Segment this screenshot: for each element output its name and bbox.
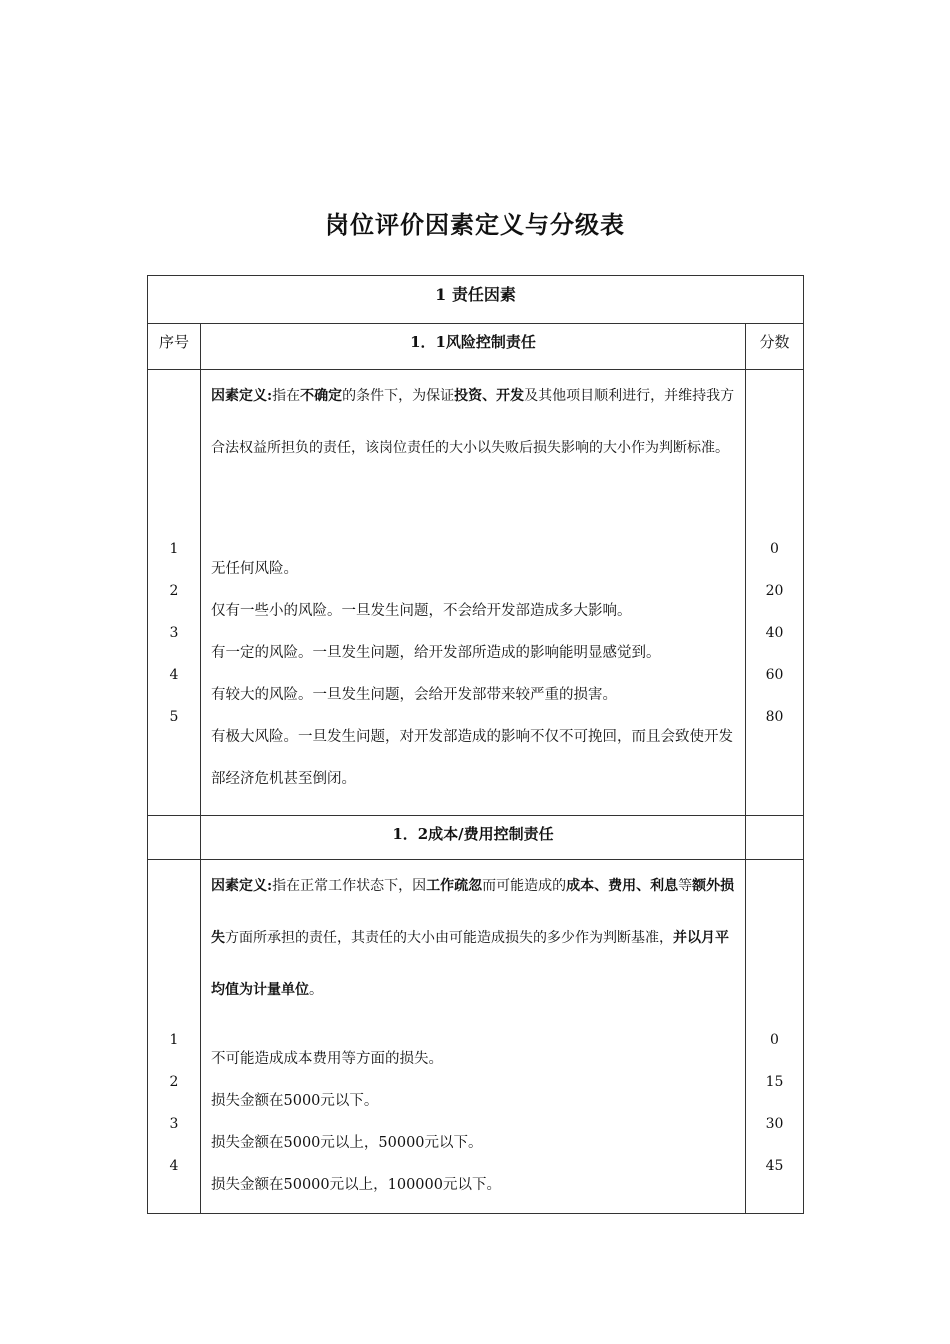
option-list xyxy=(201,1010,745,1206)
option-text: 损失金额在5000元以下。 xyxy=(211,1093,379,1109)
definition-label: 因素定义: xyxy=(211,878,273,894)
factor-header-row xyxy=(148,323,803,369)
factor-body-row xyxy=(148,369,803,815)
definition-label: 因素定义: xyxy=(211,388,273,404)
definition-text: 而可能造成的 xyxy=(482,878,567,894)
score-value: 15 xyxy=(765,1074,784,1090)
score-value: 45 xyxy=(765,1158,784,1174)
section-row xyxy=(148,276,803,323)
level-number: 2 xyxy=(169,1074,179,1090)
level-number: 1 xyxy=(169,1032,179,1048)
level-number: 3 xyxy=(169,1116,179,1132)
option-text: 损失金额在5000元以上，50000元以下。 xyxy=(211,1135,483,1151)
score-value: 60 xyxy=(765,667,784,683)
definition-text: 指在 xyxy=(272,388,301,404)
definition-text: 指在正常工作状态下，因 xyxy=(272,878,427,894)
empty-cell xyxy=(746,816,803,859)
score-column xyxy=(746,860,803,1213)
empty-cell xyxy=(148,816,201,859)
score-value: 30 xyxy=(765,1116,784,1132)
level-column xyxy=(148,370,201,815)
page-title: 岗位评价因素定义与分级表 xyxy=(325,210,625,239)
evaluation-table xyxy=(147,275,804,1214)
option-text: 有极大风险。一旦发生问题，对开发部造成的影响不仅不可挽回，而且会致使开发部经济危机甚至倒闭。 xyxy=(211,729,733,787)
level-number: 5 xyxy=(169,709,179,725)
score-value: 40 xyxy=(765,625,784,641)
score-value: 0 xyxy=(770,1032,779,1048)
option-text: 损失金额在50000元以上，100000元以下。 xyxy=(211,1177,501,1193)
definition-keyword: 成本、费用、利息 xyxy=(566,878,679,894)
definition-keyword: 不确定 xyxy=(300,388,343,404)
option-text: 有一定的风险。一旦发生问题，给开发部所造成的影响能明显感觉到。 xyxy=(211,645,661,661)
factor-heading: 1．1风险控制责任 xyxy=(201,324,746,369)
option-text: 仅有一些小的风险。一旦发生问题，不会给开发部造成多大影响。 xyxy=(211,603,632,619)
definition-text: 等 xyxy=(678,878,693,894)
header-score: 分数 xyxy=(759,333,790,351)
option-text: 不可能造成成本费用等方面的损失。 xyxy=(211,1051,443,1067)
option-list xyxy=(201,520,745,800)
factor-header-row xyxy=(148,815,803,859)
level-column xyxy=(148,860,201,1213)
factor-heading: 1．2成本/费用控制责任 xyxy=(201,816,746,859)
factor-body-row xyxy=(148,859,803,1213)
definition-text: 方面所承担的责任，其责任的大小由可能造成损失的多少作为判断基准， xyxy=(225,930,673,946)
definition-keyword: 额外损失 xyxy=(211,878,735,946)
level-number: 1 xyxy=(169,541,179,557)
definition-text: 及其他项目顺利进行，并维持我方合法权益所担负的责任，该岗位责任的大小以失败后损失影响的大小作为判断标准。 xyxy=(211,388,735,456)
level-number: 4 xyxy=(169,1158,179,1174)
score-value: 80 xyxy=(765,709,784,725)
header-no: 序号 xyxy=(148,324,201,369)
option-text: 有较大的风险。一旦发生问题，会给开发部带来较严重的损害。 xyxy=(211,687,617,703)
level-number: 2 xyxy=(169,583,179,599)
level-number: 4 xyxy=(169,667,179,683)
definition-text: 的条件下，为保证 xyxy=(342,388,455,404)
factor-definition xyxy=(201,370,745,520)
score-value: 20 xyxy=(765,583,784,599)
option-text: 无任何风险。 xyxy=(211,561,298,577)
definition-keyword: 并以月平均值为计量单位 xyxy=(211,930,729,998)
definition-text: 。 xyxy=(309,982,323,998)
score-value: 0 xyxy=(770,541,779,557)
section-title: 1 责任因素 xyxy=(435,285,516,304)
score-column xyxy=(746,370,803,815)
level-number: 3 xyxy=(169,625,179,641)
definition-keyword: 工作疏忽 xyxy=(426,878,483,894)
factor-content xyxy=(201,860,746,1213)
definition-keyword: 投资、开发 xyxy=(454,388,525,404)
factor-definition xyxy=(201,860,745,1010)
factor-content xyxy=(201,370,746,815)
